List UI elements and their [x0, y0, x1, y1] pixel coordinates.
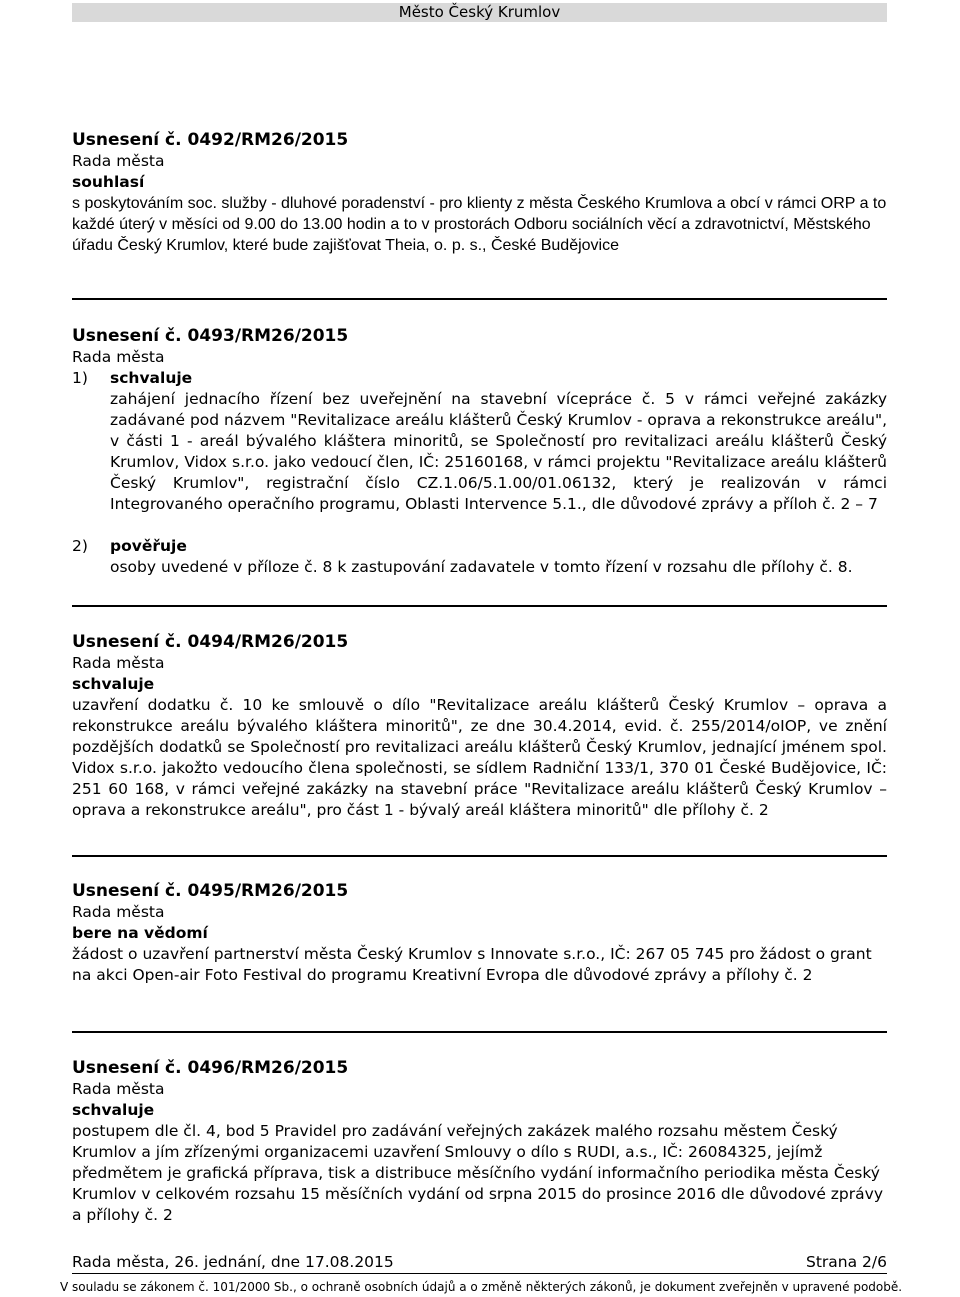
- item-verb: schvaluje: [110, 369, 193, 387]
- resolution-verb: bere na vědomí: [72, 924, 208, 942]
- header-title: Město Český Krumlov: [398, 3, 561, 21]
- resolution-0492: [72, 130, 887, 256]
- resolution-item: [72, 536, 887, 557]
- resolution-authority: Rada města: [72, 903, 165, 921]
- separator-line: [72, 298, 887, 300]
- resolution-title: Usnesení č. 0495/RM26/2015: [72, 881, 349, 901]
- resolution-authority: Rada města: [72, 1080, 165, 1098]
- page-footer: [72, 1252, 887, 1272]
- footer-meeting: Rada města, 26. jednání, dne 17.08.2015: [72, 1253, 394, 1271]
- resolution-0494: [72, 632, 887, 821]
- item-number: 1): [72, 369, 88, 387]
- resolution-0493: [72, 326, 887, 578]
- resolution-title: Usnesení č. 0494/RM26/2015: [72, 632, 349, 652]
- resolution-verb: schvaluje: [72, 1101, 155, 1119]
- footer-divider: [72, 1273, 887, 1274]
- item-text: zahájení jednacího řízení bez uveřejnění na stavební vícepráce č. 5 v rámci veřejné zakázky zadávané pod názvem "Revitalizace areálu klášterů Český Krumlov - oprava a rekonstrukce areálu", v části 1 - areál bývalého kláštera minoritů, se Společností pro revitalizaci areálu klášterů Český Krumlov, Vidox s.r.o. jako vedoucí člen, IČ: 25160168, v rámci projektu "Revitalizace areálu klášterů Český Krumlov", registrační číslo CZ.1.06/5.1.00/01.06132, který je realizován v rámci Integrovaného operačního programu, Oblasti Intervence 5.1., dle důvodové zprávy a příloh č. 2 – 7: [110, 390, 887, 513]
- resolution-0496: [72, 1058, 887, 1226]
- resolution-title: Usnesení č. 0496/RM26/2015: [72, 1058, 349, 1078]
- separator-line: [72, 855, 887, 857]
- footer-page-number: Strana 2/6: [806, 1253, 887, 1271]
- resolution-text: žádost o uzavření partnerství města Český Krumlov s Innovate s.r.o., IČ: 267 05 745 pro žádost o grant na akci Open-air Foto Festival do programu Kreativní Evropa dle důvodové zprávy a přílohy č. 2: [72, 945, 872, 984]
- resolution-0495: [72, 881, 887, 986]
- item-text: osoby uvedené v příloze č. 8 k zastupování zadavatele v tomto řízení v rozsahu dle přílohy č. 8.: [110, 558, 853, 576]
- page-header: [72, 3, 887, 22]
- resolution-text: s poskytováním soc. služby - dluhové poradenství - pro klienty z města Českého Krumlova a obcí v rámci ORP a to každé úterý v měsíci od 9.00 do 13.00 hodin a to v prostorách Odboru sociálních věcí a zdravotnictví, Městského úřadu Český Krumlov, které bude zajišťovat Theia, o. p. s., České Budějovice: [72, 195, 887, 254]
- resolution-authority: Rada města: [72, 654, 165, 672]
- resolution-authority: Rada města: [72, 152, 165, 170]
- resolution-text: uzavření dodatku č. 10 ke smlouvě o dílo "Revitalizace areálu klášterů Český Krumlov – oprava a rekonstrukce areálu bývalého kláštera minoritů", ze dne 30.4.2014, evid. č. 255/2014/oIOP, ve znění pozdějších dodatků se Společností pro revitalizaci areálu klášterů Český Krumlov, jednající jménem spol. Vidox s.r.o. jakožto vedoucího člena společnosti, se sídlem Radniční 133/1, 370 01 České Budějovice, IČ: 251 60 168, v rámci veřejné zakázky na stavební práce "Revitalizace areálu klášterů Český Krumlov – oprava a rekonstrukce areálu", pro část 1 - bývalý areál kláštera minoritů" dle přílohy č. 2: [72, 696, 887, 819]
- resolution-text: postupem dle čl. 4, bod 5 Pravidel pro zadávání veřejných zakázek malého rozsahu městem Český Krumlov a jím zřízenými organizacemi uzavření Smlouvy o dílo s RUDI, a.s., IČ: 26084325, jejímž předmětem je grafická příprava, tisk a distribuce měsíčního vydání informačního periodika města Český Krumlov v celkovém rozsahu 15 měsíčních vydání od srpna 2015 do prosince 2016 dle důvodové zprávy a přílohy č. 2: [72, 1122, 883, 1224]
- resolution-title: Usnesení č. 0493/RM26/2015: [72, 326, 349, 346]
- item-number: 2): [72, 537, 88, 555]
- resolution-item: [72, 368, 887, 389]
- resolution-authority: Rada města: [72, 348, 165, 366]
- legal-notice: V souladu se zákonem č. 101/2000 Sb., o ochraně osobních údajů a o změně některých zákonů, je dokument zveřejněn v upravené podobě.: [60, 1280, 903, 1294]
- resolution-verb: schvaluje: [72, 675, 155, 693]
- resolution-title: Usnesení č. 0492/RM26/2015: [72, 130, 349, 150]
- resolution-verb: souhlasí: [72, 173, 145, 191]
- separator-line: [72, 1031, 887, 1033]
- item-verb: pověřuje: [110, 537, 187, 555]
- separator-line: [72, 605, 887, 607]
